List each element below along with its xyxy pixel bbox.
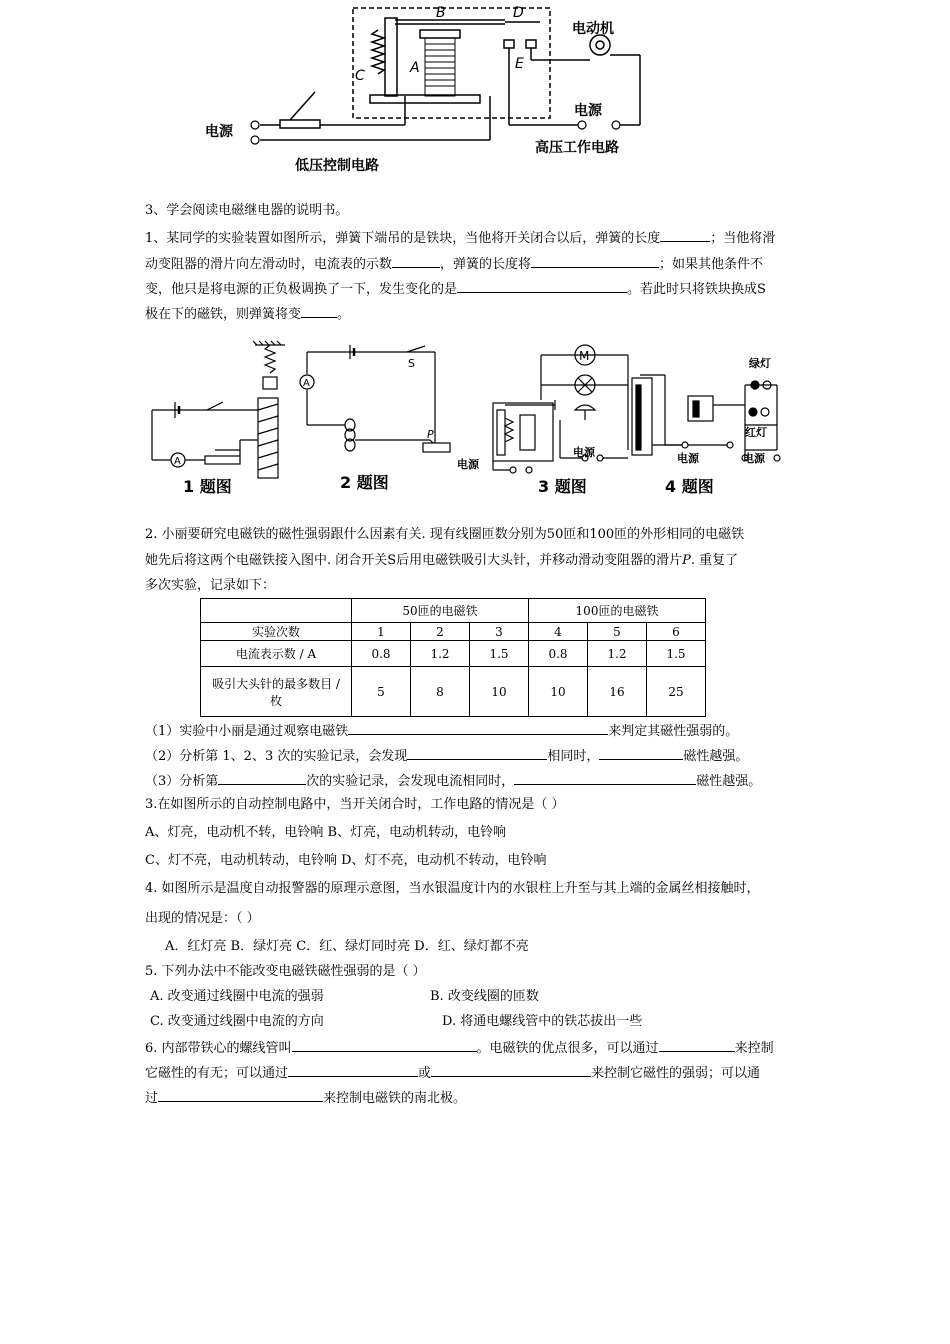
q2-line1: 2. 小丽要研究电磁铁的磁性强弱跟什么因素有关. 现有线圈匝数分别为50匝和100匝的外形相同的电磁铁 bbox=[145, 527, 745, 542]
q1-line2: 动变阻器的滑片向左滑动时，电流表的示数 ，弹簧的长度将 ；如果其他条件不 bbox=[145, 253, 763, 275]
q1-blank1[interactable] bbox=[660, 227, 710, 242]
table-cell: 6 bbox=[647, 623, 706, 641]
q1-blank4[interactable] bbox=[457, 278, 627, 293]
data-table bbox=[200, 598, 706, 717]
q4-stem2: 出现的情况是：（ ） bbox=[145, 911, 260, 926]
figures-row bbox=[145, 340, 795, 505]
q6-blank3[interactable] bbox=[288, 1062, 418, 1077]
table-cell: 2 bbox=[411, 623, 470, 641]
q6-line1: 6. 内部带铁心的螺线管叫 。电磁铁的优点很多，可以通过 来控制 bbox=[145, 1037, 774, 1059]
q5-option-d: D. 将通电螺线管中的铁芯拔出一些 bbox=[442, 1014, 643, 1029]
svg-text:电源: 电源 bbox=[574, 103, 602, 119]
svg-text:C: C bbox=[355, 68, 365, 84]
table-cell: 0.8 bbox=[529, 641, 588, 667]
q2-blank4[interactable] bbox=[218, 770, 306, 785]
q4-options: A．红灯亮 B．绿灯亮 C．红、绿灯同时亮 D．红、绿灯都不亮 bbox=[165, 939, 529, 954]
svg-text:低压控制电路: 低压控制电路 bbox=[295, 158, 379, 174]
q2-sub3: （3）分析第 次的实验记录，会发现电流相同时， 磁性越强。 bbox=[145, 770, 761, 792]
svg-text:电源: 电源 bbox=[573, 446, 595, 459]
table-cell: 5 bbox=[588, 623, 647, 641]
svg-text:A: A bbox=[303, 378, 310, 389]
table-cell: 5 bbox=[352, 667, 411, 717]
q2-sub2: （2）分析第 1、2、3 次的实验记录，会发现 相同时， 磁性越强。 bbox=[145, 745, 748, 767]
group2-header: 100匝的电磁铁 bbox=[529, 599, 706, 623]
table-cell: 3 bbox=[470, 623, 529, 641]
svg-text:电源: 电源 bbox=[205, 124, 233, 140]
table-cell: 1.5 bbox=[470, 641, 529, 667]
svg-text:A: A bbox=[174, 456, 181, 467]
q6-blank5[interactable] bbox=[158, 1087, 323, 1102]
table-cell: 1.5 bbox=[647, 641, 706, 667]
q2-blank3[interactable] bbox=[599, 745, 683, 760]
q6-line3: 过 来控制电磁铁的南北极。 bbox=[145, 1087, 466, 1109]
q5-option-a: A. 改变通过线圈中电流的强弱 bbox=[150, 989, 324, 1004]
q2-blank1[interactable] bbox=[348, 720, 608, 735]
svg-text:电源: 电源 bbox=[743, 452, 765, 465]
row-label-trials: 实验次数 bbox=[201, 623, 352, 641]
svg-text:D: D bbox=[513, 5, 524, 21]
q3-options-cd: C、灯不亮，电动机转动，电铃响 D、灯不亮，电动机不转动，电铃响 bbox=[145, 853, 547, 868]
row-label-pins: 吸引大头针的最多数目 / 枚 bbox=[201, 667, 352, 717]
table-cell: 25 bbox=[647, 667, 706, 717]
table-cell: 1 bbox=[352, 623, 411, 641]
q2-line3: 多次实验，记录如下： bbox=[145, 578, 276, 593]
q6-blank1[interactable] bbox=[292, 1037, 477, 1052]
q3-options-ab: A、灯亮，电动机不转，电铃响 B、灯亮，电动机转动，电铃响 bbox=[145, 825, 507, 840]
q1-blank5[interactable] bbox=[301, 303, 337, 318]
table-cell: 10 bbox=[529, 667, 588, 717]
svg-text:电动机: 电动机 bbox=[572, 21, 614, 37]
q1-blank3[interactable] bbox=[531, 253, 659, 268]
table-cell: 4 bbox=[529, 623, 588, 641]
q2-blank2[interactable] bbox=[407, 745, 547, 760]
svg-text:B: B bbox=[436, 5, 446, 21]
q2-line2: 她先后将这两个电磁铁接入图中. 闭合开关S后用电磁铁吸引大头针，并移动滑动变阻器的滑片P. 重复了 bbox=[145, 553, 739, 568]
svg-text:3 题图: 3 题图 bbox=[538, 477, 587, 496]
table-cell: 10 bbox=[470, 667, 529, 717]
svg-text:A: A bbox=[410, 60, 420, 76]
table-cell: 8 bbox=[411, 667, 470, 717]
q6-blank4[interactable] bbox=[431, 1062, 591, 1077]
svg-text:S: S bbox=[408, 357, 415, 370]
q1-line4: 极在下的磁铁，则弹簧将变 。 bbox=[145, 303, 350, 325]
svg-text:绿灯: 绿灯 bbox=[749, 357, 771, 370]
q1-line1: 1、某同学的实验装置如图所示，弹簧下端吊的是铁块，当他将开关闭合以后，弹簧的长度 ；当他将滑 bbox=[145, 227, 775, 249]
row-label-current: 电流表示数 / A bbox=[201, 641, 352, 667]
q6-blank2[interactable] bbox=[659, 1037, 735, 1052]
svg-text:红灯: 红灯 bbox=[745, 426, 767, 439]
q4-stem: 4. 如图所示是温度自动报警器的原理示意图，当水银温度计内的水银柱上升至与其上端的金属丝相接触时， bbox=[145, 881, 760, 896]
table-cell: 1.2 bbox=[588, 641, 647, 667]
svg-text:1 题图: 1 题图 bbox=[183, 477, 232, 496]
table-corner bbox=[201, 599, 352, 623]
table-cell: 1.2 bbox=[411, 641, 470, 667]
group1-header: 50匝的电磁铁 bbox=[352, 599, 529, 623]
q5-stem: 5. 下列办法中不能改变电磁铁磁性强弱的是（ ） bbox=[145, 964, 426, 979]
svg-text:4 题图: 4 题图 bbox=[665, 477, 714, 496]
svg-text:2 题图: 2 题图 bbox=[340, 473, 389, 492]
table-cell: 0.8 bbox=[352, 641, 411, 667]
relay-diagram bbox=[200, 0, 660, 180]
table-cell: 16 bbox=[588, 667, 647, 717]
q5-option-b: B. 改变线圈的匝数 bbox=[430, 989, 539, 1004]
svg-text:电源: 电源 bbox=[677, 452, 699, 465]
svg-text:电源: 电源 bbox=[457, 458, 479, 471]
svg-text:M: M bbox=[579, 349, 590, 363]
q3-stem: 3.在如图所示的自动控制电路中，当开关闭合时，工作电路的情况是（ ） bbox=[145, 797, 565, 812]
q1-blank2[interactable] bbox=[392, 253, 440, 268]
section3-title: 3、学会阅读电磁继电器的说明书。 bbox=[145, 203, 349, 218]
q1-line3: 变，他只是将电源的正负极调换了一下，发生变化的是 。若此时只将铁块换成S bbox=[145, 278, 766, 300]
q2-sub1: （1）实验中小丽是通过观察电磁铁 来判定其磁性强弱的。 bbox=[145, 720, 738, 742]
svg-text:P: P bbox=[427, 428, 434, 441]
svg-text:高压工作电路: 高压工作电路 bbox=[535, 140, 619, 156]
q6-line2: 它磁性的有无；可以通过 或 来控制它磁性的强弱；可以通 bbox=[145, 1062, 760, 1084]
q5-option-c: C. 改变通过线圈中电流的方向 bbox=[150, 1014, 324, 1029]
svg-text:E: E bbox=[515, 56, 524, 72]
q2-blank5[interactable] bbox=[514, 770, 696, 785]
